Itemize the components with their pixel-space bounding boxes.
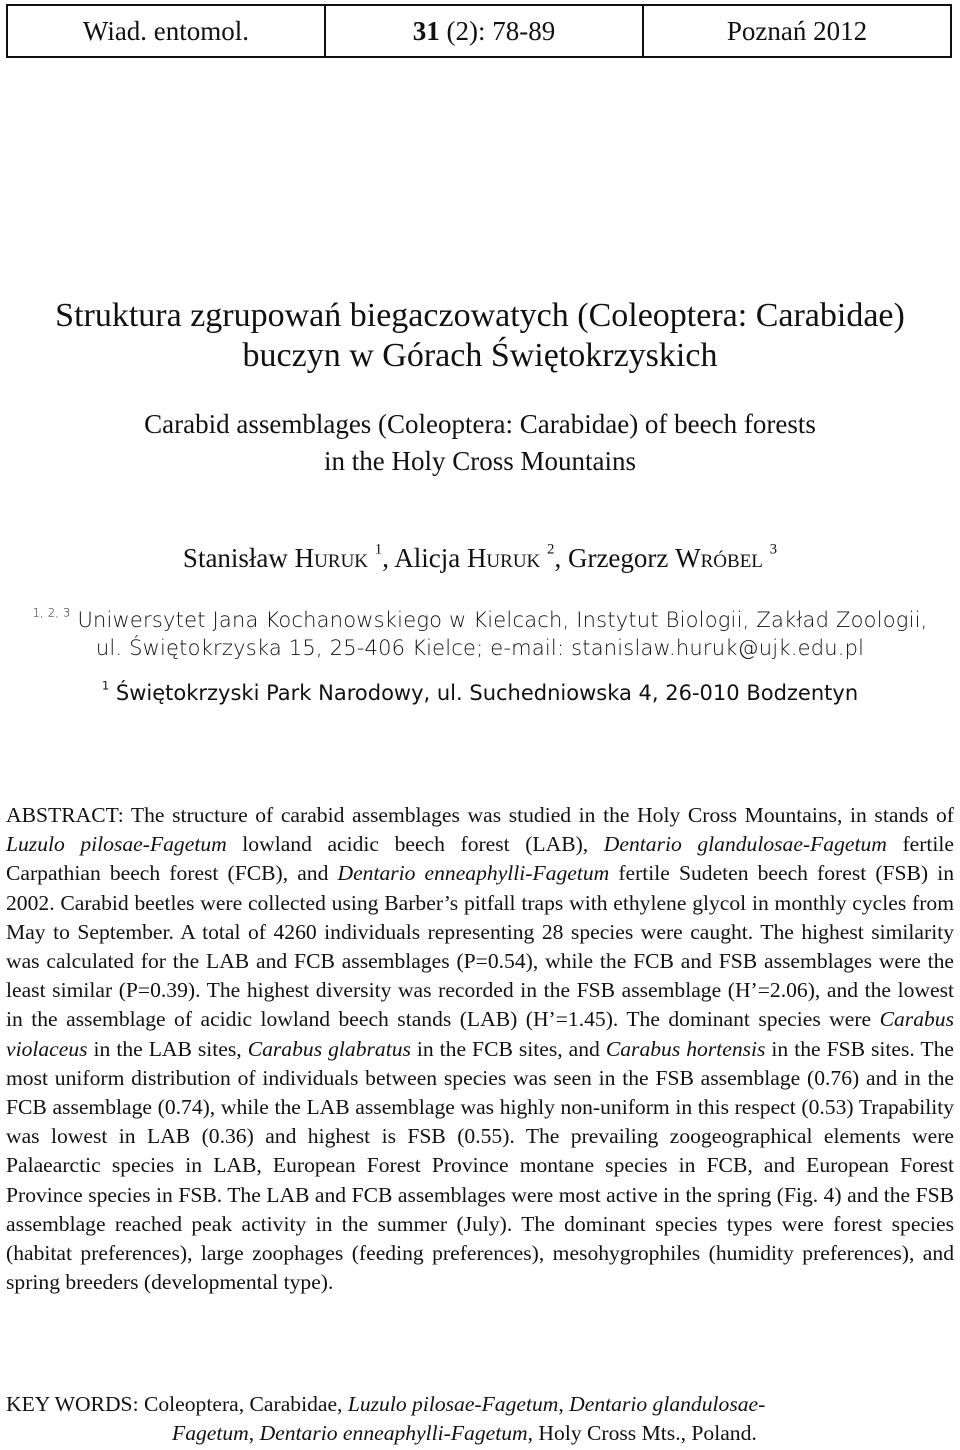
author-list: Stanisław Huruk $^1$, Alicja Huruk $^2$, Grzegorz Wróbel $^3$ (182, 541, 778, 573)
volume-issue (326, 6, 644, 56)
author-last-name: Wróbel (675, 543, 763, 573)
author-superscript: 3 (769, 541, 778, 558)
author-1 (183, 543, 382, 573)
abstract-text: in the FSB sites. The most uniform distribution of individuals between species was seen in the FSB assemblage (0.76) and in the FCB assemblage (0.74), while the LAB assemblage was highly non-uniform in this respect (0.53) Trapability was lowest in LAB (0.36) and highest is FSB (0.55). The prevailing zoogeographical elements were Palaearctic species in LAB, European Forest Province montane species in FCB, and European Forest Province species in FSB. The LAB and FCB assemblages were most active in the spring (Fig. 4) and the FSB assemblage reached peak activity in the summer (July). The dominant species types were forest species (habitat preferences), large zoophages (feeding preferences), mesohygrophiles (humidity preferences), and spring breeders (developmental type). (6, 1036, 954, 1295)
journal-header (6, 4, 952, 58)
author-superscript: 1 (374, 541, 383, 558)
abstract-text: fertile Sudeten beech forest (FSB) in 2002. Carabid beetles were collected using Barber’s pitfall traps with ethylene glycol in monthly cycles from May to September. A total of 4260 individuals representing 28 species were caught. The highest similarity was calculated for the LAB and FCB assemblages (P=0.54), while the FCB and FSB assemblages were the least similar (P=0.39). The highest diversity was recorded in the FSB assemblage (H’=2.06), and the lowest in the assemblage of acidic lowland beech stands (LAB) (H’=1.45). The dominant species were (6, 861, 955, 1032)
affiliation-superscript: 1 (101, 678, 110, 693)
abstract-text: The structure of carabid assemblages was studied in the Holy Cross Mountains, in stands of (123, 803, 954, 827)
issue-pages: (2): 78-89 (439, 15, 556, 46)
title-english-line2: in the Holy Cross Mountains (323, 446, 636, 476)
keywords-text: Coleoptera, Carabidae, (138, 1392, 348, 1416)
journal-name: Wiad. entomol. (8, 6, 326, 56)
title-polish-line1: Struktura zgrupowań biegaczowatych (Coleoptera: Carabidae) (55, 297, 905, 334)
author-last-name: Huruk (466, 543, 541, 573)
abstract-species-name: Carabus glabratus (247, 1036, 411, 1061)
affiliation-line1: Uniwersytet Jana Kochanowskiego w Kielcach, Instytut Biologii, Zakład Zoologii, (70, 608, 928, 632)
keywords-text: , (248, 1421, 260, 1445)
abstract-species-name: Carabus hortensis (605, 1036, 766, 1061)
abstract-text: in the FCB sites, and (410, 1036, 606, 1061)
abstract-species-name: Luzulo pilosae-Fagetum (6, 832, 227, 857)
title-english (0, 406, 960, 480)
author-first-name: Stanisław (182, 543, 295, 573)
affiliation-superscript: 1, 2, 3 (32, 605, 71, 620)
author-last-name: Huruk (294, 543, 369, 573)
keyword-italic: Dentario enneaphylli-Fagetum (259, 1421, 528, 1445)
abstract (6, 801, 954, 1297)
title-english-line1: Carabid assemblages (Coleoptera: Carabidae) of beech forests (144, 409, 816, 439)
keyword-italic: Fagetum (172, 1421, 249, 1445)
affiliation-line2: ul. Świętokrzyska 15, 25-406 Kielce; e-mail: stanislaw.huruk@ujk.edu.pl (95, 636, 865, 660)
keywords-text: , Holy Cross Mts., Poland. (527, 1421, 757, 1445)
title-polish-line2: buczyn w Górach Świętokrzyskich (242, 337, 718, 374)
affiliation-park (0, 678, 960, 705)
volume-number: 31 (412, 15, 440, 46)
abstract-species-name: Dentario glandulosae-Fagetum (603, 832, 887, 857)
abstract-label: ABSTRACT: (6, 803, 124, 827)
author-first-name: Grzegorz (567, 543, 676, 573)
author-first-name: Alicja (394, 543, 467, 573)
abstract-text: lowland acidic beech forest (LAB), (226, 832, 604, 857)
affiliation-university (30, 606, 930, 662)
place-year: Poznań 2012 (726, 15, 868, 46)
author-3 (568, 543, 777, 573)
abstract-text: in the LAB sites, (87, 1036, 248, 1061)
keywords-text: , (558, 1392, 570, 1416)
affiliation-park-text: Świętokrzyski Park Narodowy, ul. Suchedniowska 4, 26-010 Bodzentyn (109, 681, 859, 705)
author-2 (394, 543, 554, 573)
abstract-text: fertile Carpathian beech forest (FCB), and (6, 832, 955, 886)
abstract-species-name: Carabus violaceus (6, 1007, 954, 1061)
abstract-species-name: Dentario enneaphylli-Fagetum (337, 861, 610, 886)
title-polish (0, 296, 960, 376)
keyword-italic: Dentario glandulosae- (569, 1392, 766, 1416)
keyword-italic: Luzulo pilosae-Fagetum (347, 1392, 559, 1416)
keywords (6, 1390, 954, 1448)
keywords-label: KEY WORDS: (6, 1392, 139, 1416)
author-superscript: 2 (547, 541, 555, 558)
